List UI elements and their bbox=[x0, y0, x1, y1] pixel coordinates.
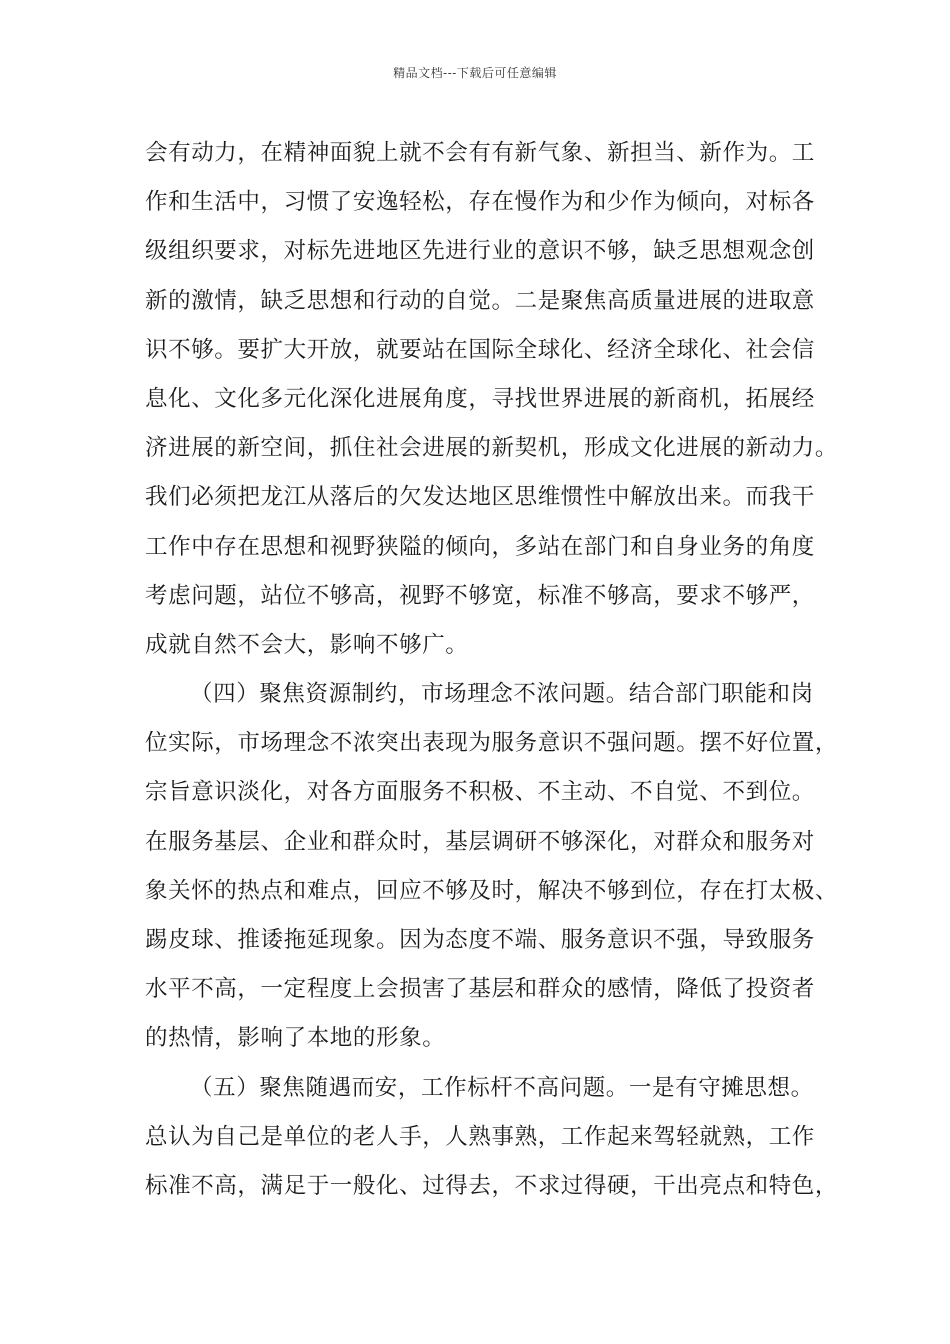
text-line: （四）聚焦资源制约，市场理念不浓问题。结合部门职能和岗 bbox=[190, 681, 814, 708]
text-line: 济进展的新空间，抓住社会进展的新契机，形成文化进展的新动力。 bbox=[145, 435, 839, 462]
text-line: 在服务基层、企业和群众时，基层调研不够深化，对群众和服务对 bbox=[145, 828, 815, 855]
text-line: 作和生活中，习惯了安逸轻松，存在慢作为和少作为倾向，对标各 bbox=[145, 189, 815, 216]
text-line: 新的激情，缺乏思想和行动的自觉。二是聚焦高质量进展的进取意 bbox=[145, 287, 815, 314]
text-line: 的热情，影响了本地的形象。 bbox=[145, 1025, 446, 1052]
text-line: 象关怀的热点和难点，回应不够及时，解决不够到位，存在打太极、 bbox=[145, 877, 839, 904]
text-line: 工作中存在思想和视野狭隘的倾向，多站在部门和自身业务的角度 bbox=[145, 533, 815, 560]
text-line: 考虑问题，站位不够高，视野不够宽，标准不够高，要求不够严， bbox=[145, 582, 815, 609]
text-line: 宗旨意识淡化，对各方面服务不积极、不主动、不自觉、不到位。 bbox=[145, 779, 815, 806]
text-line: 位实际，市场理念不浓突出表现为服务意识不强问题。摆不好位置， bbox=[145, 730, 839, 757]
text-line: 会有动力，在精神面貌上就不会有有新气象、新担当、新作为。工 bbox=[145, 140, 815, 166]
text-line: （五）聚焦随遇而安，工作标杆不高问题。一是有守摊思想。 bbox=[190, 1074, 814, 1101]
text-line: 总认为自己是单位的老人手，人熟事熟，工作起来驾轻就熟，工作 bbox=[145, 1123, 815, 1150]
text-line: 级组织要求，对标先进地区先进行业的意识不够，缺乏思想观念创 bbox=[145, 238, 815, 265]
text-line: 水平不高，一定程度上会损害了基层和群众的感情，降低了投资者 bbox=[145, 976, 815, 1003]
text-line: 标准不高，满足于一般化、过得去，不求过得硬，干出亮点和特色， bbox=[145, 1172, 839, 1199]
text-line: 我们必须把龙江从落后的欠发达地区思维惯性中解放出来。而我干 bbox=[145, 484, 815, 511]
page-header: 精品文档---下载后可任意编辑 bbox=[393, 66, 557, 80]
text-line: 成就自然不会大，影响不够广。 bbox=[145, 631, 469, 658]
text-line: 踢皮球、推诿拖延现象。因为态度不端、服务意识不强，导致服务 bbox=[145, 927, 815, 953]
text-line: 息化、文化多元化深化进展角度，寻找世界进展的新商机，拓展经 bbox=[145, 385, 815, 412]
text-line: 识不够。要扩大开放，就要站在国际全球化、经济全球化、社会信 bbox=[145, 336, 815, 363]
document-body bbox=[145, 132, 839, 1214]
